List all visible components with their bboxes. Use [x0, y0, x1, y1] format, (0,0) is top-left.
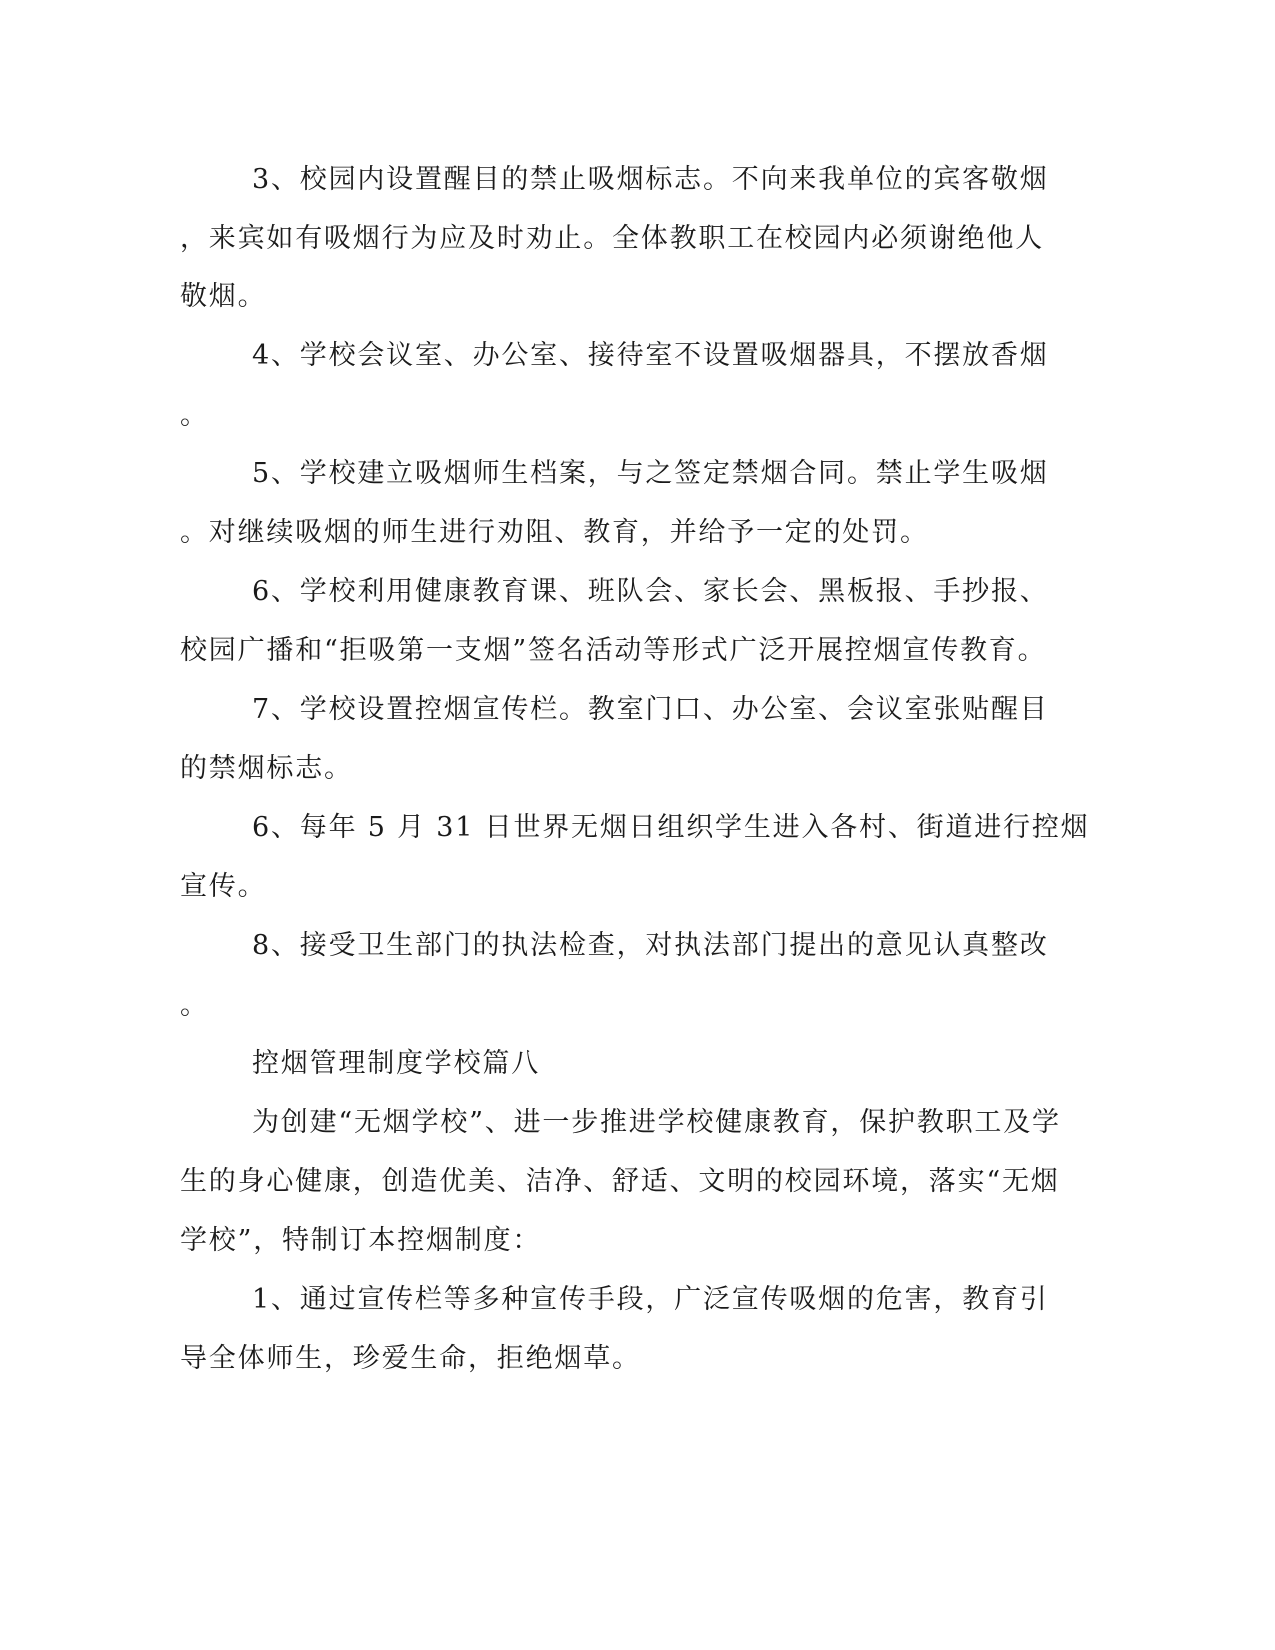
- rule-1-line-1: 1、通过宣传栏等多种宣传手段，广泛宣传吸烟的危害，教育引: [252, 1284, 1049, 1315]
- paragraph-6-line-1: 6、学校利用健康教育课、班队会、家长会、黑板报、手抄报、: [252, 576, 1049, 607]
- intro-paragraph-line-3: 学校”，特制订本控烟制度：: [180, 1225, 542, 1256]
- paragraph-5-line-2: 。对继续吸烟的师生进行劝阻、教育，并给予一定的处罚。: [180, 517, 929, 548]
- paragraph-3-line-3: 敬烟。: [180, 281, 267, 312]
- paragraph-6-line-2: 校园广播和“拒吸第一支烟”签名活动等形式广泛开展控烟宣传教育。: [180, 635, 1047, 666]
- paragraph-7-line-2: 的禁烟标志。: [180, 753, 353, 784]
- paragraph-4-line-1: 4、学校会议室、办公室、接待室不设置吸烟器具，不摆放香烟: [252, 340, 1049, 371]
- paragraph-5-line-1: 5、学校建立吸烟师生档案，与之签定禁烟合同。禁止学生吸烟: [252, 458, 1049, 489]
- section-heading: 控烟管理制度学校篇八: [252, 1048, 540, 1079]
- paragraph-6b-line-1: 6、每年 5 月 31 日世界无烟日组织学生进入各村、街道进行控烟: [252, 812, 1090, 843]
- intro-paragraph-line-1: 为创建“无烟学校”、进一步推进学校健康教育，保护教职工及学: [252, 1107, 1061, 1138]
- paragraph-8-line-1: 8、接受卫生部门的执法检查，对执法部门提出的意见认真整改: [252, 930, 1049, 961]
- paragraph-3-line-1: 3、校园内设置醒目的禁止吸烟标志。不向来我单位的宾客敬烟: [252, 164, 1049, 195]
- paragraph-6b-line-2: 宣传。: [180, 871, 267, 902]
- paragraph-8-line-2: 。: [180, 990, 209, 1021]
- paragraph-7-line-1: 7、学校设置控烟宣传栏。教室门口、办公室、会议室张贴醒目: [252, 694, 1049, 725]
- paragraph-4-line-2: 。: [180, 400, 209, 431]
- intro-paragraph-line-2: 生的身心健康，创造优美、洁净、舒适、文明的校园环境，落实“无烟: [180, 1166, 1060, 1197]
- rule-1-line-2: 导全体师生，珍爱生命，拒绝烟草。: [180, 1343, 641, 1374]
- paragraph-3-line-2: ，来宾如有吸烟行为应及时劝止。全体教职工在校园内必须谢绝他人: [180, 223, 1044, 254]
